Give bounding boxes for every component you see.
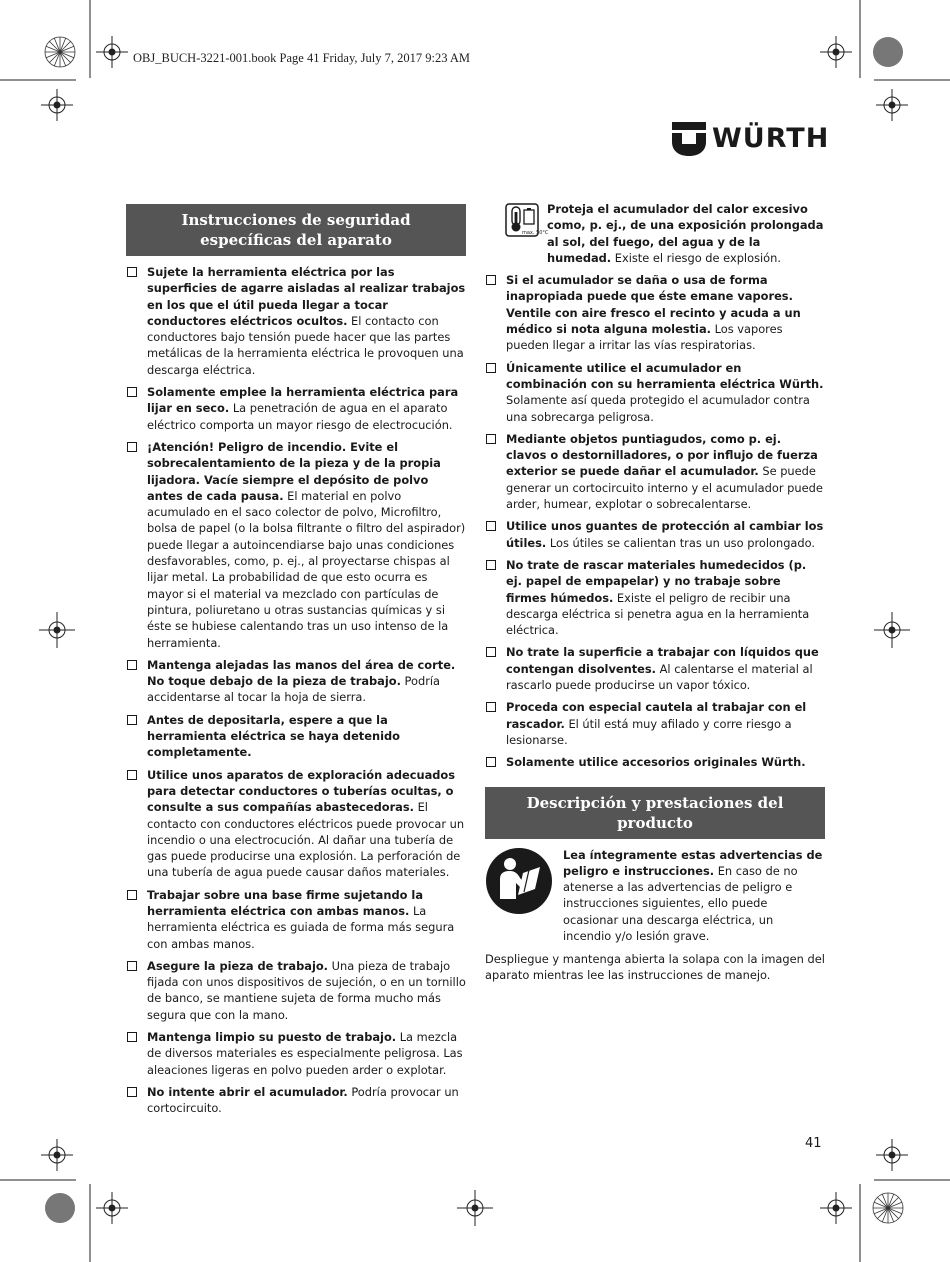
- list-item: No trate la superficie a trabajar con líquidos que contengan disolventes. Al calentarse el material al rascarlo puede producirse un vapor tóxico.: [485, 644, 825, 693]
- checkbox-bullet-icon: [486, 757, 496, 767]
- list-item: ¡Atención! Peligro de incendio. Evite el sobrecalentamiento de la pieza y de la propia lijadora. Vacíe siempre el depósito de polvo antes de cada pausa. El material en polvo acumulado en el saco colector de polvo, Microfiltro, bolsa de papel (o la bolsa filtrante o filtro del aspirador) puede llegar a autoincendiarse bajo unas condiciones desfavorables, como, p. ej., al proyectarse chispas al lijar metal. La probabilidad de que esto ocurra es mayor si el material va mezclado con partículas de pintura, poliuretano u otras sustancias químicas y si éste se hubiese calentando tras un uso intenso de la herramienta.: [126, 439, 466, 651]
- checkbox-bullet-icon: [127, 890, 137, 900]
- checkbox-bullet-icon: [127, 1032, 137, 1042]
- read-manual-icon: [485, 847, 553, 915]
- list-item: Mantenga alejadas las manos del área de corte. No toque debajo de la pieza de trabajo. Podría accidentarse al tocar la hoja de sierra.: [126, 657, 466, 706]
- list-item: Si el acumulador se daña o usa de forma inapropiada puede que éste emane vapores. Ventile con aire fresco el recinto y acuda a un médico si nota alguna molestia. Los vapores pueden llegar a irritar las vías respiratorias.: [485, 272, 825, 353]
- list-item: Únicamente utilice el acumulador en combinación con su herramienta eléctrica Würth. Solamente así queda protegido el acumulador contra una sobrecarga peligrosa.: [485, 360, 825, 425]
- section-heading-safety: Instrucciones de seguridad específicas del aparato: [126, 204, 466, 256]
- heat-icon-label: max. 50°C: [522, 230, 549, 236]
- wurth-logo-icon: [672, 122, 706, 156]
- list-item: Solamente utilice accesorios originales Würth.: [485, 754, 825, 770]
- section-heading-description: Descripción y prestaciones del producto: [485, 787, 825, 839]
- list-item: Asegure la pieza de trabajo. Una pieza de trabajo fijada con unos dispositivos de sujeción, o en un tornillo de banco, se mantiene sujeta de forma mucho más segura que con la mano.: [126, 958, 466, 1023]
- checkbox-bullet-icon: [486, 521, 496, 531]
- list-item: Mediante objetos puntiagudos, como p. ej. clavos o destornilladores, o por influjo de fuerza exterior se puede dañar el acumulador. Se puede generar un cortocircuito interno y el acumulador puede arder, humear, explotar o sobrecalentarse.: [485, 431, 825, 512]
- list-item: Trabajar sobre una base firme sujetando la herramienta eléctrica con ambas manos. La herramienta eléctrica es guiada de forma más segura con ambas manos.: [126, 887, 466, 952]
- list-item: Utilice unos aparatos de exploración adecuados para detectar conductores o tuberías ocultas, o consulte a sus compañías abastecedoras. El contacto con conductores eléctricos puede provocar un incendio o una electrocución. Al dañar una tubería de gas puede producirse una explosión. La perforación de una tubería de agua puede causar daños materiales.: [126, 767, 466, 881]
- checkbox-bullet-icon: [127, 961, 137, 971]
- checkbox-bullet-icon: [486, 275, 496, 285]
- fold-out-instruction: Despliegue y mantenga abierta la solapa con la imagen del aparato mientras lee las instrucciones de manejo.: [485, 951, 825, 982]
- read-instructions-notice: Lea íntegramente estas advertencias de peligro e instrucciones. En caso de no atenerse a las advertencias de peligro e instrucciones siguientes, ello puede ocasionar una descarga eléctrica, un incendio y/o lesión grave.: [485, 847, 825, 947]
- list-item: Sujete la herramienta eléctrica por las superficies de agarre aisladas al realizar trabajos en los que el útil pueda llegar a tocar conductores eléctricos ocultos. El contacto con conductores bajo tensión puede hacer que las partes metálicas de la herramienta eléctrica le provoquen una descarga eléctrica.: [126, 264, 466, 378]
- checkbox-bullet-icon: [127, 387, 137, 397]
- checkbox-bullet-icon: [486, 434, 496, 444]
- checkbox-bullet-icon: [486, 647, 496, 657]
- print-header: OBJ_BUCH-3221-001.book Page 41 Friday, July 7, 2017 9:23 AM: [133, 51, 471, 65]
- wurth-logo-text: WÜRTH: [712, 123, 830, 154]
- list-item: Proceda con especial cautela al trabajar con el rascador. El útil está muy afilado y corre riesgo a lesionarse.: [485, 699, 825, 748]
- checkbox-bullet-icon: [127, 770, 137, 780]
- checkbox-bullet-icon: [486, 363, 496, 373]
- list-item: Solamente emplee la herramienta eléctrica para lijar en seco. La penetración de agua en el aparato eléctrico comporta un mayor riesgo de electrocución.: [126, 384, 466, 433]
- checkbox-bullet-icon: [127, 660, 137, 670]
- checkbox-bullet-icon: [486, 702, 496, 712]
- list-item: No trate de rascar materiales humedecidos (p. ej. papel de empapelar) y no trabaje sobre firmes húmedos. Existe el peligro de recibir una descarga eléctrica si penetra agua en la herramienta eléctrica.: [485, 557, 825, 638]
- list-item: Antes de depositarla, espere a que la herramienta eléctrica se haya detenido completamente.: [126, 712, 466, 761]
- heat-warning: max. 50°C Proteja el acumulador del calor excesivo como, p. ej., de una exposición prolongada al sol, del fuego, del agua y de la humedad. Existe el riesgo de explosión.: [485, 201, 825, 266]
- list-item: Mantenga limpio su puesto de trabajo. La mezcla de diversos materiales es especialmente peligrosa. Las aleaciones ligeras en polvo pueden arder o explotar.: [126, 1029, 466, 1078]
- checkbox-bullet-icon: [127, 442, 137, 452]
- checkbox-bullet-icon: [486, 560, 496, 570]
- checkbox-bullet-icon: [127, 715, 137, 725]
- right-column: [485, 201, 825, 983]
- list-item: No intente abrir el acumulador. Podría provocar un cortocircuito.: [126, 1084, 466, 1117]
- battery-heat-warning-icon: [505, 203, 549, 237]
- checkbox-bullet-icon: [127, 267, 137, 277]
- checkbox-bullet-icon: [127, 1087, 137, 1097]
- wurth-logo: [672, 122, 828, 156]
- list-item: Utilice unos guantes de protección al cambiar los útiles. Los útiles se calientan tras un uso prolongado.: [485, 518, 825, 551]
- page-number: 41: [805, 1136, 822, 1151]
- left-column: [126, 204, 466, 1123]
